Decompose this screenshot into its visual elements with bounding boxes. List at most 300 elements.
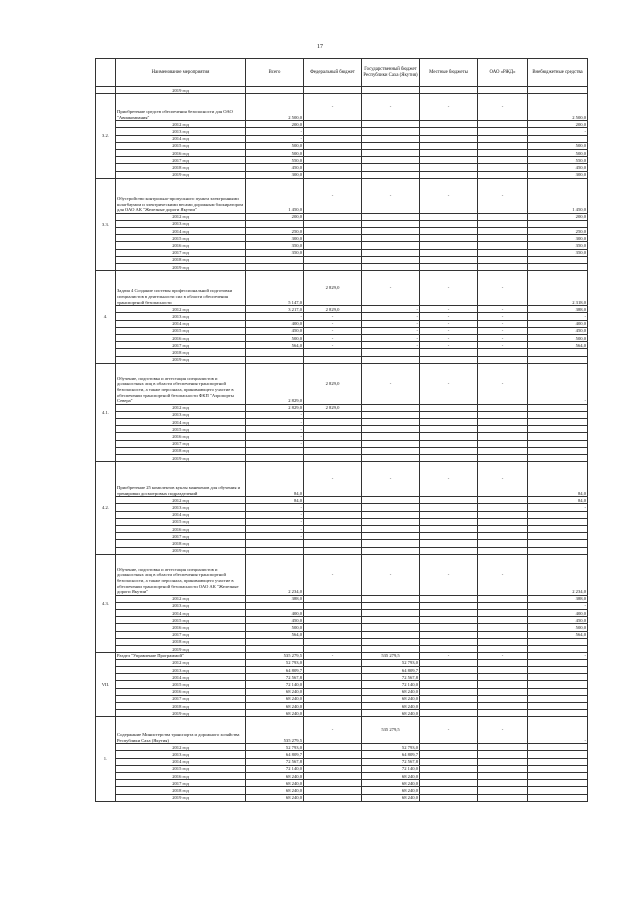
row-value: [246, 447, 304, 454]
row-year: 2012 год: [116, 306, 246, 313]
row-value: [478, 602, 528, 609]
row-value: 200,0: [528, 213, 588, 220]
row-value: [528, 455, 588, 462]
row-value: [304, 595, 362, 602]
row-value: [528, 511, 588, 518]
row-value: [420, 695, 478, 702]
row-value: 52 793,0: [362, 744, 420, 751]
row-value: [528, 135, 588, 142]
row-value: [362, 149, 420, 156]
row-year: 2017 год: [116, 157, 246, 164]
row-value: 388,0: [528, 306, 588, 313]
row-value: 200,0: [246, 213, 304, 220]
row-value: [478, 157, 528, 164]
row-value: [528, 87, 588, 94]
row-value: 500,0: [528, 334, 588, 341]
row-value: [304, 631, 362, 638]
row-value: -: [246, 504, 304, 511]
row-year: 2015 год: [116, 617, 246, 624]
row-value: 300,0: [528, 171, 588, 178]
row-value: [362, 164, 420, 171]
row-value: 68 240,0: [246, 688, 304, 695]
table-row: [96, 540, 588, 547]
row-value: [478, 702, 528, 709]
row-value: [362, 404, 420, 411]
section-name: Приобретение средств обеспечения безопасности для ОАО "Авиакомпания": [116, 94, 246, 121]
row-value: [420, 666, 478, 673]
row-value: [420, 433, 478, 440]
row-value: [420, 447, 478, 454]
row-value: -: [362, 306, 420, 313]
table-row: [96, 128, 588, 135]
row-year: 2013 год: [116, 128, 246, 135]
row-year: 2012 год: [116, 121, 246, 128]
row-value: [420, 638, 478, 645]
row-value: [478, 426, 528, 433]
row-year: 2016 год: [116, 525, 246, 532]
section-value: 535 279,5: [362, 717, 420, 744]
header-row: [96, 59, 588, 87]
table-row: [96, 419, 588, 426]
section-value: -: [478, 462, 528, 497]
header-offbudget: Внебюджетные средства: [528, 59, 588, 87]
row-value: 68 240,0: [246, 695, 304, 702]
row-value: [478, 610, 528, 617]
row-year: 2019 год: [116, 356, 246, 363]
row-value: [420, 610, 478, 617]
row-year: 2014 год: [116, 610, 246, 617]
row-value: [246, 455, 304, 462]
section-row: [96, 178, 588, 213]
row-year: 2017 год: [116, 780, 246, 787]
section-value: -: [362, 554, 420, 595]
row-value: [362, 142, 420, 149]
row-value: [362, 455, 420, 462]
table-row: [96, 213, 588, 220]
row-value: -: [246, 511, 304, 518]
row-value: [420, 242, 478, 249]
table-row: [96, 256, 588, 263]
row-year: 2015 год: [116, 518, 246, 525]
row-value: 450,0: [528, 164, 588, 171]
row-value: [528, 787, 588, 794]
row-value: [528, 765, 588, 772]
section-name: Раздел "Управление Программой": [116, 653, 246, 660]
table-row: [96, 659, 588, 666]
row-value: 350,0: [246, 249, 304, 256]
row-value: [528, 220, 588, 227]
table-row: [96, 235, 588, 242]
row-value: 200,0: [246, 121, 304, 128]
row-value: [362, 135, 420, 142]
table-row: [96, 624, 588, 631]
row-value: [478, 773, 528, 780]
row-value: [362, 518, 420, 525]
row-value: [362, 121, 420, 128]
section-name: Обустройство контрольно-пропускного пункта электронными шлагбаумом и электрическими весами дорожным блокиратором для ОАО АК "Железные дороги Якутии": [116, 178, 246, 213]
row-value: 300,0: [246, 235, 304, 242]
section-value: 535 279,5: [246, 653, 304, 660]
row-value: [420, 455, 478, 462]
row-value: 72 567,8: [246, 674, 304, 681]
row-value: [362, 228, 420, 235]
header-rzd: ОАО «РЖД»: [478, 59, 528, 87]
row-value: [304, 149, 362, 156]
row-value: [362, 610, 420, 617]
row-value: [478, 511, 528, 518]
row-value: [304, 533, 362, 540]
row-value: 72 140,0: [246, 765, 304, 772]
row-value: [362, 256, 420, 263]
row-value: 72 140,0: [246, 681, 304, 688]
row-year: 2017 год: [116, 249, 246, 256]
section-value: -: [362, 271, 420, 306]
row-value: 72 567,8: [362, 674, 420, 681]
row-value: [478, 142, 528, 149]
row-value: [528, 256, 588, 263]
table-row: [96, 228, 588, 235]
section-value: -: [304, 717, 362, 744]
row-value: 500,0: [246, 624, 304, 631]
row-value: 564,0: [246, 631, 304, 638]
row-value: [362, 242, 420, 249]
row-value: 564,0: [528, 342, 588, 349]
row-value: 500,0: [528, 149, 588, 156]
row-value: [420, 681, 478, 688]
row-year: 2015 год: [116, 142, 246, 149]
row-value: [304, 702, 362, 709]
row-value: [420, 624, 478, 631]
table-row: [96, 674, 588, 681]
row-value: [304, 695, 362, 702]
row-value: -: [304, 313, 362, 320]
section-value: 535 279,5: [246, 717, 304, 744]
row-value: [362, 419, 420, 426]
row-value: -: [246, 313, 304, 320]
row-value: [304, 426, 362, 433]
row-value: 2 829,0: [246, 404, 304, 411]
row-value: [420, 794, 478, 801]
section-value: 2 318,0: [528, 271, 588, 306]
row-value: [528, 751, 588, 758]
row-value: 250,0: [246, 228, 304, 235]
row-year: 2018 год: [116, 447, 246, 454]
row-value: [420, 617, 478, 624]
table-row: [96, 617, 588, 624]
section-value: 535 279,5: [362, 653, 420, 660]
row-value: 550,0: [528, 157, 588, 164]
table-row: [96, 744, 588, 751]
row-value: [304, 447, 362, 454]
row-value: [420, 440, 478, 447]
section-value: 84,0: [528, 462, 588, 497]
row-value: -: [362, 313, 420, 320]
row-value: [420, 602, 478, 609]
section-number: 3.2.: [96, 94, 116, 179]
header-name: Наименование мероприятия: [116, 59, 246, 87]
row-value: -: [478, 313, 528, 320]
row-value: [304, 235, 362, 242]
row-value: [478, 624, 528, 631]
row-value: 500,0: [528, 624, 588, 631]
row-value: [420, 157, 478, 164]
row-value: [478, 447, 528, 454]
row-value: 68 240,0: [362, 710, 420, 717]
row-value: 68 240,0: [362, 773, 420, 780]
row-value: [478, 674, 528, 681]
row-value: [246, 646, 304, 653]
row-value: 72 567,8: [246, 758, 304, 765]
row-value: -: [528, 128, 588, 135]
row-value: -: [478, 320, 528, 327]
row-value: [478, 455, 528, 462]
row-value: [304, 758, 362, 765]
section-row: [96, 271, 588, 306]
row-value: 68 240,0: [246, 710, 304, 717]
row-value: [420, 646, 478, 653]
row-value: -: [420, 327, 478, 334]
row-value: [304, 440, 362, 447]
row-value: [478, 617, 528, 624]
row-value: [478, 787, 528, 794]
table-row: [96, 702, 588, 709]
row-value: [478, 497, 528, 504]
table-row: [96, 426, 588, 433]
section-number: 4.1.: [96, 363, 116, 462]
row-value: 250,0: [528, 228, 588, 235]
row-value: [478, 540, 528, 547]
row-value: [362, 128, 420, 135]
row-value: [478, 525, 528, 532]
row-value: [304, 602, 362, 609]
row-year: 2013 год: [116, 751, 246, 758]
row-value: [246, 356, 304, 363]
row-value: 3 217,0: [246, 306, 304, 313]
row-value: [420, 787, 478, 794]
row-year: 2012 год: [116, 213, 246, 220]
section-value: -: [420, 363, 478, 404]
row-value: [304, 135, 362, 142]
row-value: [362, 638, 420, 645]
row-value: [362, 433, 420, 440]
section-value: 1 450,0: [528, 178, 588, 213]
row-value: [420, 758, 478, 765]
row-value: [478, 751, 528, 758]
section-name: Обучение, подготовка и аттестация специалистов и должностных лиц в области обеспечения транспортной безопасности, а также персонала, принимающего участие в обеспечении транспортной безопасности ФКП "Аэропорты Севера": [116, 363, 246, 404]
row-value: [420, 525, 478, 532]
section-row: [96, 653, 588, 660]
row-year: 2013 год: [116, 666, 246, 673]
table-row: [96, 646, 588, 653]
row-value: 68 240,0: [362, 787, 420, 794]
row-value: -: [246, 440, 304, 447]
row-value: [362, 525, 420, 532]
table-row: [96, 780, 588, 787]
table-row: [96, 547, 588, 554]
row-value: [478, 595, 528, 602]
table-row: [96, 638, 588, 645]
section-value: -: [478, 653, 528, 660]
row-value: -: [362, 320, 420, 327]
section-value: -: [478, 554, 528, 595]
row-num-cell: [96, 87, 116, 94]
table-row: [96, 511, 588, 518]
row-value: [420, 220, 478, 227]
row-value: [304, 744, 362, 751]
table-row: [96, 87, 588, 94]
row-value: [528, 533, 588, 540]
row-value: [362, 547, 420, 554]
section-row: [96, 462, 588, 497]
table-row: [96, 666, 588, 673]
row-value: [420, 164, 478, 171]
row-value: -: [478, 334, 528, 341]
row-value: -: [246, 518, 304, 525]
row-value: [478, 404, 528, 411]
header-regional: Государственный бюджет Республики Саха (Якутия): [362, 59, 420, 87]
row-value: [528, 744, 588, 751]
row-value: 2 829,0: [304, 404, 362, 411]
table-row: [96, 595, 588, 602]
row-value: [420, 744, 478, 751]
section-row: [96, 363, 588, 404]
row-value: [362, 264, 420, 271]
row-value: [304, 525, 362, 532]
row-value: [420, 659, 478, 666]
row-year: 2013 год: [116, 313, 246, 320]
row-value: [420, 511, 478, 518]
table-row: [96, 334, 588, 341]
row-value: 400,0: [528, 320, 588, 327]
table-row: [96, 773, 588, 780]
row-value: [478, 419, 528, 426]
row-value: 64 809,7: [362, 751, 420, 758]
section-value: -: [304, 554, 362, 595]
table-row: [96, 356, 588, 363]
row-value: [478, 356, 528, 363]
row-value: 300,0: [528, 235, 588, 242]
section-name: Задача 4 Создание системы профессиональной подготовки специалистов в деятельности сил в области обеспечения транспортной безопасности: [116, 271, 246, 306]
section-value: 2 234,0: [246, 554, 304, 595]
section-value: 2 500,0: [528, 94, 588, 121]
row-value: [528, 525, 588, 532]
table-row: [96, 710, 588, 717]
row-value: [362, 595, 420, 602]
row-value: [478, 228, 528, 235]
section-value: 2 829,0: [304, 363, 362, 404]
row-year: 2016 год: [116, 624, 246, 631]
row-value: 68 240,0: [246, 773, 304, 780]
row-year: 2014 год: [116, 674, 246, 681]
row-value: [304, 765, 362, 772]
row-value: [362, 171, 420, 178]
row-value: [528, 710, 588, 717]
section-value: -: [362, 462, 420, 497]
row-value: -: [528, 313, 588, 320]
row-value: [304, 624, 362, 631]
table-row: [96, 411, 588, 418]
row-value: 350,0: [528, 242, 588, 249]
row-value: [420, 149, 478, 156]
row-year: 2016 год: [116, 334, 246, 341]
row-value: [304, 419, 362, 426]
row-value: [362, 646, 420, 653]
page-number: 17: [317, 44, 323, 50]
table-row: [96, 695, 588, 702]
row-value: [478, 646, 528, 653]
row-year: 2019 год: [116, 547, 246, 554]
section-value: -: [362, 363, 420, 404]
section-value: -: [478, 178, 528, 213]
row-value: [528, 518, 588, 525]
table-row: [96, 349, 588, 356]
row-value: [420, 404, 478, 411]
row-year: 2015 год: [116, 765, 246, 772]
row-value: [420, 780, 478, 787]
row-value: 450,0: [528, 617, 588, 624]
row-value: [304, 780, 362, 787]
row-value: -: [246, 411, 304, 418]
table-row: [96, 164, 588, 171]
row-value: [528, 349, 588, 356]
row-year: 2014 год: [116, 135, 246, 142]
row-value: [304, 773, 362, 780]
row-value: 550,0: [246, 157, 304, 164]
row-value: 2 829,0: [304, 306, 362, 313]
section-value: -: [528, 717, 588, 744]
row-value: [420, 688, 478, 695]
row-value: 68 240,0: [246, 702, 304, 709]
row-year: 2017 год: [116, 695, 246, 702]
row-value: [304, 751, 362, 758]
row-value: [304, 787, 362, 794]
section-name: Содержание Министерства транспорта и дорожного хозяйства Республики Саха (Якутия): [116, 717, 246, 744]
table-row: [96, 631, 588, 638]
row-year: 2012 год: [116, 404, 246, 411]
row-value: [528, 638, 588, 645]
row-value: [420, 710, 478, 717]
row-value: 388,0: [246, 595, 304, 602]
row-value: [478, 135, 528, 142]
row-value: -: [420, 342, 478, 349]
row-value: [528, 547, 588, 554]
table-row: [96, 681, 588, 688]
row-value: 350,0: [246, 242, 304, 249]
table-row: [96, 440, 588, 447]
row-year: 2014 год: [116, 419, 246, 426]
row-value: [362, 249, 420, 256]
row-value: [528, 440, 588, 447]
row-value: [420, 128, 478, 135]
row-value: [304, 213, 362, 220]
row-value: [362, 356, 420, 363]
table-row: [96, 404, 588, 411]
row-value: [246, 349, 304, 356]
row-value: 52 793,0: [362, 659, 420, 666]
row-value: [304, 242, 362, 249]
table-row: [96, 157, 588, 164]
row-value: 350,0: [528, 249, 588, 256]
row-year: 2018 год: [116, 164, 246, 171]
row-value: [478, 433, 528, 440]
row-value: -: [420, 334, 478, 341]
table-row: [96, 518, 588, 525]
row-value: [304, 142, 362, 149]
row-value: -: [478, 327, 528, 334]
row-value: 450,0: [246, 164, 304, 171]
row-value: [420, 702, 478, 709]
row-value: [304, 411, 362, 418]
